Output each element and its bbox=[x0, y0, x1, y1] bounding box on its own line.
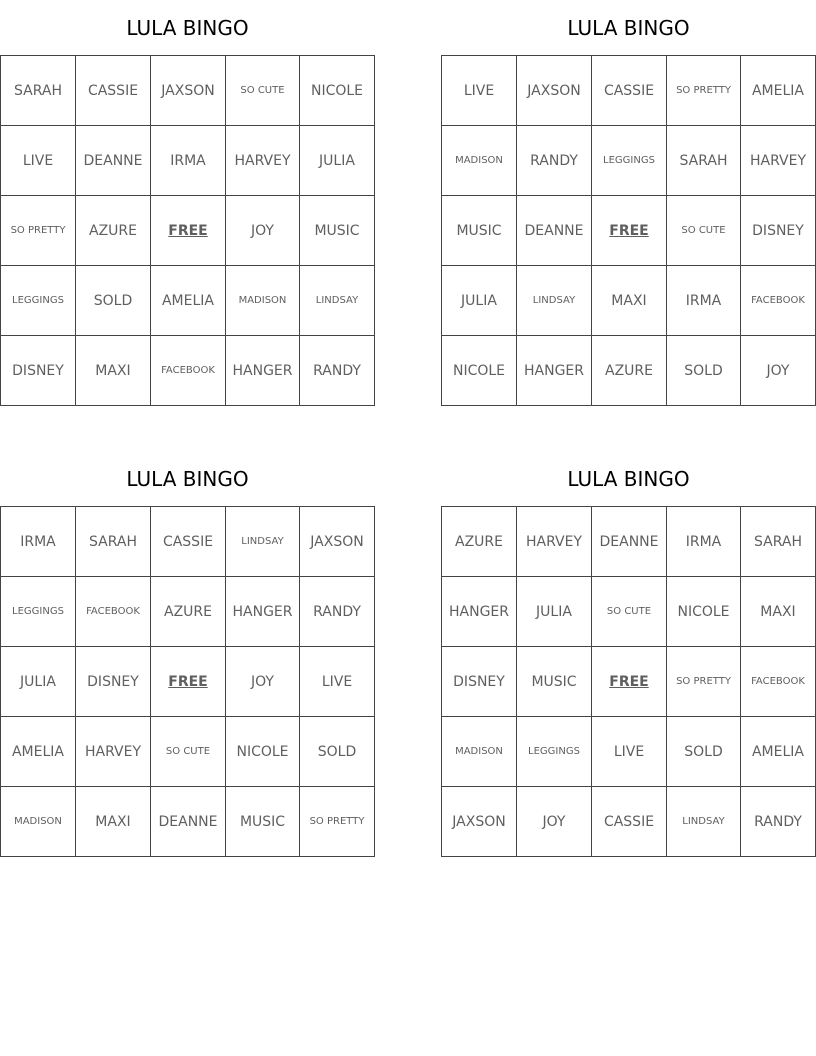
bingo-cell: MADISON bbox=[442, 126, 517, 196]
bingo-cell: NICOLE bbox=[300, 56, 375, 126]
bingo-grid bbox=[441, 506, 816, 857]
bingo-cell: MUSIC bbox=[517, 647, 592, 717]
bingo-cell: SARAH bbox=[76, 507, 151, 577]
bingo-cell: JAXSON bbox=[151, 56, 226, 126]
free-space: FREE bbox=[151, 647, 226, 717]
bingo-cell: DISNEY bbox=[741, 196, 816, 266]
bingo-cell: HARVEY bbox=[517, 507, 592, 577]
bingo-cell: NICOLE bbox=[226, 717, 300, 787]
free-space: FREE bbox=[592, 647, 667, 717]
bingo-cell: SO PRETTY bbox=[667, 56, 741, 126]
bingo-cell: DEANNE bbox=[151, 787, 226, 857]
bingo-cell: MAXI bbox=[76, 787, 151, 857]
bingo-cell: LIVE bbox=[442, 56, 517, 126]
bingo-cell: RANDY bbox=[300, 336, 375, 406]
bingo-cell: JAXSON bbox=[300, 507, 375, 577]
card-title: LULA BINGO bbox=[126, 16, 249, 40]
bingo-cell: RANDY bbox=[741, 787, 816, 857]
bingo-cell: HARVEY bbox=[76, 717, 151, 787]
bingo-cell: MUSIC bbox=[442, 196, 517, 266]
bingo-cell: CASSIE bbox=[151, 507, 226, 577]
bingo-cell: FACEBOOK bbox=[741, 647, 816, 717]
bingo-cell: MAXI bbox=[592, 266, 667, 336]
bingo-cell: FACEBOOK bbox=[76, 577, 151, 647]
bingo-cell: SO CUTE bbox=[592, 577, 667, 647]
bingo-cell: NICOLE bbox=[442, 336, 517, 406]
bingo-cell: LEGGINGS bbox=[1, 577, 76, 647]
bingo-cell: RANDY bbox=[517, 126, 592, 196]
bingo-cell: JULIA bbox=[517, 577, 592, 647]
card-title: LULA BINGO bbox=[567, 467, 690, 491]
free-space: FREE bbox=[592, 196, 667, 266]
bingo-grid bbox=[0, 506, 375, 857]
bingo-cell: SO PRETTY bbox=[300, 787, 375, 857]
bingo-cell: MAXI bbox=[741, 577, 816, 647]
bingo-cell: AMELIA bbox=[151, 266, 226, 336]
bingo-cell: DISNEY bbox=[1, 336, 76, 406]
bingo-cell: LINDSAY bbox=[226, 507, 300, 577]
bingo-cell: AZURE bbox=[442, 507, 517, 577]
bingo-cell: SO CUTE bbox=[667, 196, 741, 266]
bingo-cell: LEGGINGS bbox=[1, 266, 76, 336]
bingo-cell: DISNEY bbox=[442, 647, 517, 717]
bingo-cell: SO PRETTY bbox=[667, 647, 741, 717]
bingo-cell: NICOLE bbox=[667, 577, 741, 647]
bingo-grid bbox=[441, 55, 816, 406]
bingo-cell: JOY bbox=[226, 647, 300, 717]
bingo-cell: CASSIE bbox=[592, 787, 667, 857]
bingo-cell: SO CUTE bbox=[226, 56, 300, 126]
bingo-cell: SOLD bbox=[300, 717, 375, 787]
bingo-cell: IRMA bbox=[1, 507, 76, 577]
bingo-cell: DEANNE bbox=[517, 196, 592, 266]
bingo-cell: LIVE bbox=[592, 717, 667, 787]
bingo-cell: JULIA bbox=[300, 126, 375, 196]
bingo-cell: FACEBOOK bbox=[151, 336, 226, 406]
bingo-cell: RANDY bbox=[300, 577, 375, 647]
bingo-cell: AMELIA bbox=[741, 56, 816, 126]
bingo-cell: LEGGINGS bbox=[517, 717, 592, 787]
bingo-cell: CASSIE bbox=[76, 56, 151, 126]
bingo-cell: LINDSAY bbox=[300, 266, 375, 336]
bingo-cell: IRMA bbox=[667, 266, 741, 336]
bingo-cell: JULIA bbox=[442, 266, 517, 336]
bingo-cell: HARVEY bbox=[226, 126, 300, 196]
bingo-cell: JAXSON bbox=[517, 56, 592, 126]
card-title: LULA BINGO bbox=[567, 16, 690, 40]
bingo-cell: JULIA bbox=[1, 647, 76, 717]
bingo-cell: MADISON bbox=[442, 717, 517, 787]
bingo-cell: LINDSAY bbox=[667, 787, 741, 857]
bingo-cell: SO PRETTY bbox=[1, 196, 76, 266]
bingo-cell: HANGER bbox=[517, 336, 592, 406]
bingo-cell: CASSIE bbox=[592, 56, 667, 126]
bingo-cell: SARAH bbox=[1, 56, 76, 126]
bingo-cell: AMELIA bbox=[741, 717, 816, 787]
bingo-cell: MUSIC bbox=[226, 787, 300, 857]
bingo-cell: MADISON bbox=[1, 787, 76, 857]
bingo-cell: AZURE bbox=[592, 336, 667, 406]
bingo-cell: SOLD bbox=[667, 717, 741, 787]
bingo-cell: DEANNE bbox=[76, 126, 151, 196]
bingo-cell: SOLD bbox=[76, 266, 151, 336]
bingo-cell: DISNEY bbox=[76, 647, 151, 717]
bingo-cell: HANGER bbox=[226, 577, 300, 647]
bingo-cell: JOY bbox=[741, 336, 816, 406]
bingo-cell: MAXI bbox=[76, 336, 151, 406]
bingo-cell: HANGER bbox=[442, 577, 517, 647]
bingo-cell: AMELIA bbox=[1, 717, 76, 787]
bingo-cell: HARVEY bbox=[741, 126, 816, 196]
bingo-cell: SO CUTE bbox=[151, 717, 226, 787]
bingo-cell: AZURE bbox=[151, 577, 226, 647]
bingo-cell: JAXSON bbox=[442, 787, 517, 857]
bingo-cell: JOY bbox=[226, 196, 300, 266]
bingo-cell: SARAH bbox=[667, 126, 741, 196]
bingo-cell: SARAH bbox=[741, 507, 816, 577]
card-title: LULA BINGO bbox=[126, 467, 249, 491]
bingo-cell: JOY bbox=[517, 787, 592, 857]
bingo-cell: DEANNE bbox=[592, 507, 667, 577]
bingo-cell: LEGGINGS bbox=[592, 126, 667, 196]
bingo-cell: LIVE bbox=[300, 647, 375, 717]
bingo-cell: MUSIC bbox=[300, 196, 375, 266]
bingo-cell: LINDSAY bbox=[517, 266, 592, 336]
bingo-cell: LIVE bbox=[1, 126, 76, 196]
bingo-grid bbox=[0, 55, 375, 406]
bingo-cell: IRMA bbox=[667, 507, 741, 577]
bingo-cell: AZURE bbox=[76, 196, 151, 266]
bingo-cell: IRMA bbox=[151, 126, 226, 196]
bingo-cell: MADISON bbox=[226, 266, 300, 336]
bingo-cell: HANGER bbox=[226, 336, 300, 406]
free-space: FREE bbox=[151, 196, 226, 266]
bingo-cell: SOLD bbox=[667, 336, 741, 406]
bingo-cell: FACEBOOK bbox=[741, 266, 816, 336]
